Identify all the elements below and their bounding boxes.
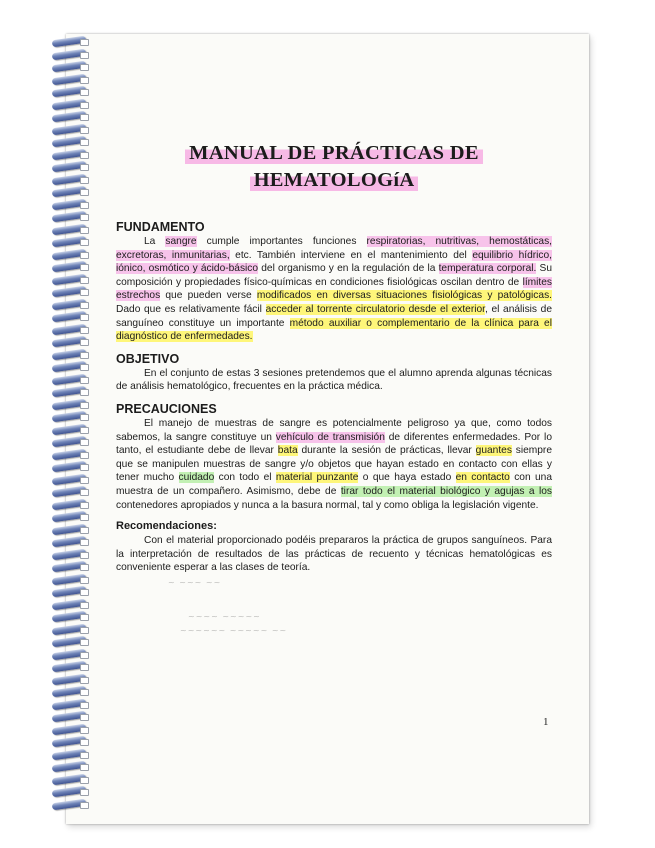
binding-hole [80,302,89,309]
highlighted-text: equilibrio hídrico, iónico, osmótico y ácido-básico [116,249,553,275]
binding-hole [80,402,89,409]
page-title [116,140,552,194]
binding-hole [80,714,89,721]
text-run: durante la sesión de prácticas, llevar [297,445,476,457]
spiral-binding [52,38,90,818]
highlighted-text: modificados en diversas situaciones fisiológicas y patológicas. [256,290,552,302]
text-run: o que haya estado [358,472,456,484]
section-text [116,235,552,344]
binding-hole [80,102,89,109]
highlighted-text: temperatura corporal. [438,263,537,275]
binding-hole [80,764,89,771]
binding-hole [80,439,89,446]
binding-hole [80,114,89,121]
binding-hole [80,377,89,384]
highlighted-text: límites estrechos [116,276,552,302]
binding-hole [80,752,89,759]
binding-hole [80,452,89,459]
section-heading: PRECAUCIONES [116,401,217,416]
section-fundamento [116,220,552,344]
text-run: La [144,236,166,247]
section-text: Con el material proporcionado podéis prepararos la práctica de grupos sanguíneos. Para la interpretación de resultados de las prácticas de recuento y técnicas hematológicas es conveniente esperar a las clases de teoría. [116,535,552,574]
title-line-2: HEMATOLOGíA [250,169,419,191]
text-run: Su composición y propiedades físico-químicas en condiciones fisiológicas oscilan dentro de [116,263,552,288]
text-run: siempre que se manipulen muestras de sangre y/o objetos que hayan estado en contacto con ellas y tener mucho [116,445,552,484]
text-run: cumple importantes funciones [196,236,367,247]
pencil-scribble: ~ ~~~ ~~ [168,578,222,587]
section-heading: FUNDAMENTO [116,220,205,234]
highlighted-text: respiratorias, nutritivas, hemostáticas, excretoras, inmunitarias, [116,236,552,261]
binding-hole [80,689,89,696]
highlighted-text: sangre [165,236,197,247]
section-recomendaciones [116,520,552,575]
binding-hole [80,577,89,584]
text-run: de diferentes enfermedades. Por lo tanto, el estudiante debe de llevar [116,431,552,457]
binding-hole [80,177,89,184]
binding-hole [80,602,89,609]
binding-hole [80,277,89,284]
binding-hole [80,164,89,171]
binding-hole [80,52,89,59]
binding-hole [80,364,89,371]
binding-hole [80,214,89,221]
binding-hole [80,789,89,796]
binding-hole [80,252,89,259]
binding-hole [80,127,89,134]
binding-hole [80,727,89,734]
text-run: Dado que es relativamente fácil [116,303,266,315]
highlighted-text: guantes [475,445,512,457]
binding-hole [80,702,89,709]
binding-hole [80,152,89,159]
binding-hole [80,289,89,296]
text-run: con una muestra de un compañero. Asimismo, debe de [116,472,552,497]
text-run: con todo el [214,472,276,484]
binding-hole [80,552,89,559]
binding-hole [80,514,89,521]
text-run: etc. También interviene en el mantenimiento del [229,249,473,261]
binding-hole [80,352,89,359]
binding-hole [80,264,89,271]
title-line-1: MANUAL DE PRÁCTICAS DE [185,142,483,164]
highlighted-text: tirar todo el material biológico y agujas a los [340,485,553,497]
text-run: , el análisis de sanguíneo constituye un importante [116,303,552,329]
page-number: 1 [543,716,549,728]
highlighted-text: en contacto [455,472,510,484]
binding-hole [80,427,89,434]
highlighted-text: cuidado [178,472,215,484]
highlighted-text: bata [277,445,298,457]
binding-hole [80,139,89,146]
section-heading: Recomendaciones: [116,520,217,533]
binding-hole [80,414,89,421]
section-heading: OBJETIVO [116,351,180,366]
binding-hole [80,89,89,96]
binding-hole [80,489,89,496]
section-precauciones [116,402,552,512]
binding-hole [80,664,89,671]
binding-hole [80,239,89,246]
binding-hole [80,564,89,571]
binding-hole [80,627,89,634]
text-run: del organismo y en la regulación de la [258,263,439,275]
highlighted-text: acceder al torrente circulatorio desde el exterior [265,303,486,315]
binding-hole [80,389,89,396]
section-text: En el conjunto de estas 3 sesiones pretendemos que el alumno aprenda algunas técnicas de análisis hematológico, frecuentes en la práctica médica. [116,367,552,393]
binding-hole [80,314,89,321]
binding-hole [80,802,89,809]
binding-hole [80,464,89,471]
binding-hole [80,64,89,71]
binding-hole [80,589,89,596]
binding-hole [80,39,89,46]
pencil-scribble: ~~~~~~ ~~~~~ ~~ [180,626,288,635]
text-run: que pueden verse [160,290,257,302]
binding-hole [80,77,89,84]
binding-hole [80,189,89,196]
binding-hole [80,527,89,534]
binding-hole [80,677,89,684]
binding-hole [80,227,89,234]
section-objetivo [116,352,552,394]
text-run: El manejo de muestras de sangre es potencialmente peligroso ya que, como todos sabemos, la sangre constituye un [116,417,552,443]
highlighted-text: método auxiliar o complementario de la clínica para el diagnóstico de enfermedades. [116,317,552,343]
binding-hole [80,739,89,746]
binding-hole [80,502,89,509]
binding-hole [80,477,89,484]
section-text [116,417,552,512]
binding-hole [80,652,89,659]
binding-hole [80,539,89,546]
text-run: contenedores apropiados y nunca a la basura normal, tal y como obliga la legislación vigente. [116,499,539,511]
document-body [116,140,552,583]
highlighted-text: material punzante [275,472,359,484]
binding-hole [80,777,89,784]
pencil-scribble: ~~~~ ~~~~~ [188,612,261,621]
binding-hole [80,202,89,209]
binding-hole [80,639,89,646]
binding-hole [80,614,89,621]
binding-hole [80,339,89,346]
highlighted-text: vehículo de transmisión [275,431,385,443]
binding-hole [80,327,89,334]
